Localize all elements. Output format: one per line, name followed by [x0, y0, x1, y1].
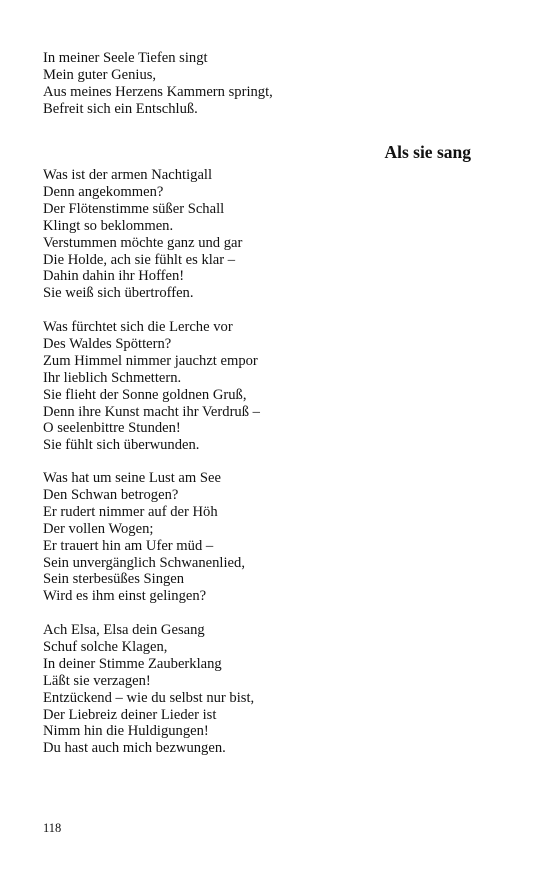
page-number: 118 [43, 821, 62, 835]
intro-stanza [43, 50, 503, 118]
poem-line: Zum Himmel nimmer jauchzt empor [43, 352, 258, 369]
poem-line: Mein guter Genius, [43, 66, 157, 83]
poem-line: Nimm hin die Huldigungen! [43, 723, 209, 740]
poem-line: Ach Elsa, Elsa dein Gesang [43, 622, 205, 638]
poem-line: Den Schwan betrogen? [43, 486, 179, 503]
poem-stanza-2 [43, 319, 503, 454]
poem-line: Denn angekommen? [43, 183, 164, 200]
poem-line: Der vollen Wogen; [43, 520, 154, 537]
poem-line: Sie fühlt sich überwunden. [43, 437, 200, 454]
poem-line: Des Waldes Spöttern? [43, 335, 172, 352]
poem-line: Er trauert hin am Ufer müd – [43, 537, 214, 554]
poem-line: Befreit sich ein Entschluß. [43, 100, 198, 117]
poem-line: Ihr lieblich Schmettern. [43, 369, 182, 386]
poem-line: Sie weiß sich übertroffen. [43, 285, 194, 302]
poem-line: Läßt sie verzagen! [43, 672, 151, 689]
poem-line: Entzückend – wie du selbst nur bist, [43, 689, 255, 706]
poem-line: Was fürchtet sich die Lerche vor [43, 319, 233, 335]
poem-line: Schuf solche Klagen, [43, 638, 168, 655]
poem-line: In deiner Stimme Zauberklang [43, 655, 222, 672]
poem-line: Die Holde, ach sie fühlt es klar – [43, 251, 236, 268]
poem-line: Er rudert nimmer auf der Höh [43, 503, 218, 520]
poem-line: Aus meines Herzens Kammern springt, [43, 83, 273, 100]
poem-stanza-3 [43, 470, 503, 605]
poem-line: Sie flieht der Sonne goldnen Gruß, [43, 386, 247, 403]
poem-line: Dahin dahin ihr Hoffen! [43, 268, 185, 285]
poem-line: In meiner Seele Tiefen singt [43, 50, 208, 66]
poem-line: Was ist der armen Nachtigall [43, 167, 213, 183]
poem-title: Als sie sang [384, 142, 471, 162]
poem-stanza-4 [43, 622, 503, 757]
poem-line: Was hat um seine Lust am See [43, 470, 221, 486]
poem-line: Du hast auch mich bezwungen. [43, 740, 226, 757]
poem-line: Sein unvergänglich Schwanenlied, [43, 554, 245, 571]
poem-line: Verstummen möchte ganz und gar [43, 234, 243, 251]
poem-line: Der Flötenstimme süßer Schall [43, 200, 225, 217]
poem-line: O seelenbittre Stunden! [43, 420, 181, 437]
poem-line: Wird es ihm einst gelingen? [43, 588, 207, 605]
poem-line: Sein sterbesüßes Singen [43, 571, 185, 588]
poem-line: Klingt so beklommen. [43, 217, 174, 234]
poem-stanza-1 [43, 167, 503, 302]
poem-line: Denn ihre Kunst macht ihr Verdruß – [43, 403, 260, 420]
poem-line: Der Liebreiz deiner Lieder ist [43, 706, 217, 723]
